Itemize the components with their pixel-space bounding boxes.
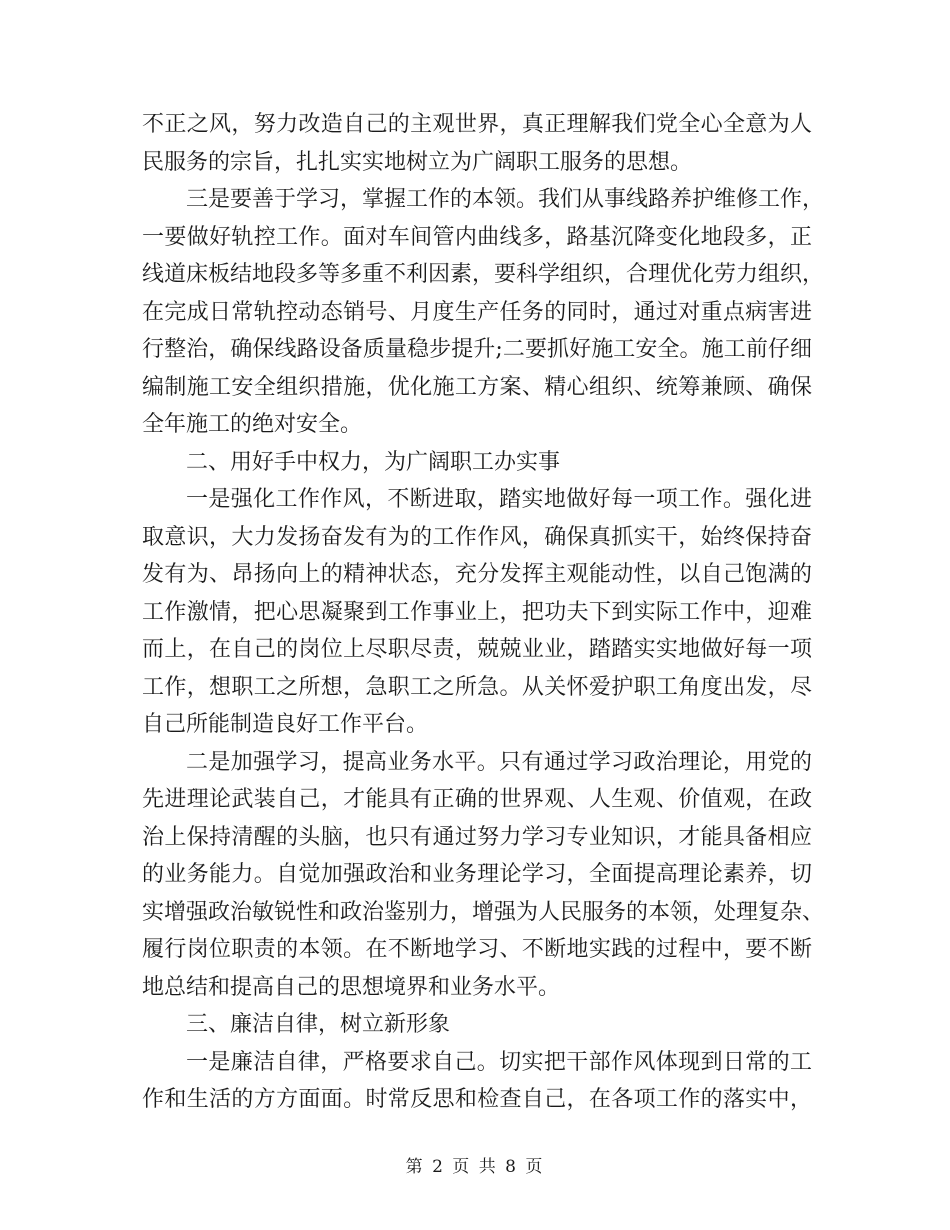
text-line: 地总结和提高自己的思想境界和业务水平。 [142,974,561,1000]
section-heading: 三、廉洁自律，树立新形象 [186,1012,451,1037]
text-line: 二是加强学习，提高业务水平。只有通过学习政治理论，用党的 [186,749,812,775]
text-line: 治上保持清醒的头脑，也只有通过努力学习专业知识，才能具备相应 [142,824,812,850]
document-body [142,106,825,1119]
text-line: 编制施工安全组织措施，优化施工方案、精心组织、统筹兼顾、确保 [142,374,812,400]
text-line: 全年施工的绝对安全。 [142,412,363,437]
text-line: 一要做好轨控工作。面对车间管内曲线多，路基沉降变化地段多，正 [142,224,812,250]
text-line: 在完成日常轨控动态销号、月度生产任务的同时，通过对重点病害进 [142,299,812,325]
text-line: 三是要善于学习，掌握工作的本领。我们从事线路养护维修工作， [186,187,825,212]
text-line: 取意识，大力发扬奋发有为的工作作风，确保真抓实干，始终保持奋 [142,524,812,550]
text-line: 而上，在自己的岗位上尽职尽责，兢兢业业，踏踏实实地做好每一项 [142,637,812,662]
text-line: 先进理论武装自己，才能具有正确的世界观、人生观、价值观，在政 [142,787,812,812]
text-line: 发有为、昂扬向上的精神状态，充分发挥主观能动性，以自己饱满的 [142,562,812,587]
text-line: 实增强政治敏锐性和政治鉴别力，增强为人民服务的本领，处理复杂、 [142,899,825,925]
text-line: 一是廉洁自律，严格要求自己。切实把干部作风体现到日常的工 [186,1049,812,1075]
text-line: 履行岗位职责的本领。在不断地学习、不断地实践的过程中，要不断 [142,937,812,962]
text-line: 民服务的宗旨，扎扎实实地树立为广阔职工服务的思想。 [142,149,693,175]
text-line: 线道床板结地段多等多重不利因素，要科学组织，合理优化劳力组织， [142,262,825,287]
text-line: 工作激情，把心思凝聚到工作事业上，把功夫下到实际工作中，迎难 [142,599,812,625]
text-line: 作和生活的方方面面。时常反思和检查自己，在各项工作的落实中， [142,1087,812,1112]
text-line: 的业务能力。自觉加强政治和业务理论学习，全面提高理论素养，切 [142,862,812,887]
text-line: 工作，想职工之所想，急职工之所急。从关怀爱护职工角度出发，尽 [142,674,812,700]
section-heading: 二、用好手中权力，为广阔职工办实事 [186,449,561,475]
text-line: 自己所能制造良好工作平台。 [142,712,429,737]
text-line: 一是强化工作作风，不断进取，踏实地做好每一项工作。强化进 [186,487,812,512]
page-number-footer: 第 2 页 共 8 页 [405,1157,545,1177]
text-line: 行整治，确保线路设备质量稳步提升;二要抓好施工安全。施工前仔细 [142,337,812,362]
text-line: 不正之风，努力改造自己的主观世界，真正理解我们党全心全意为人 [142,112,812,137]
